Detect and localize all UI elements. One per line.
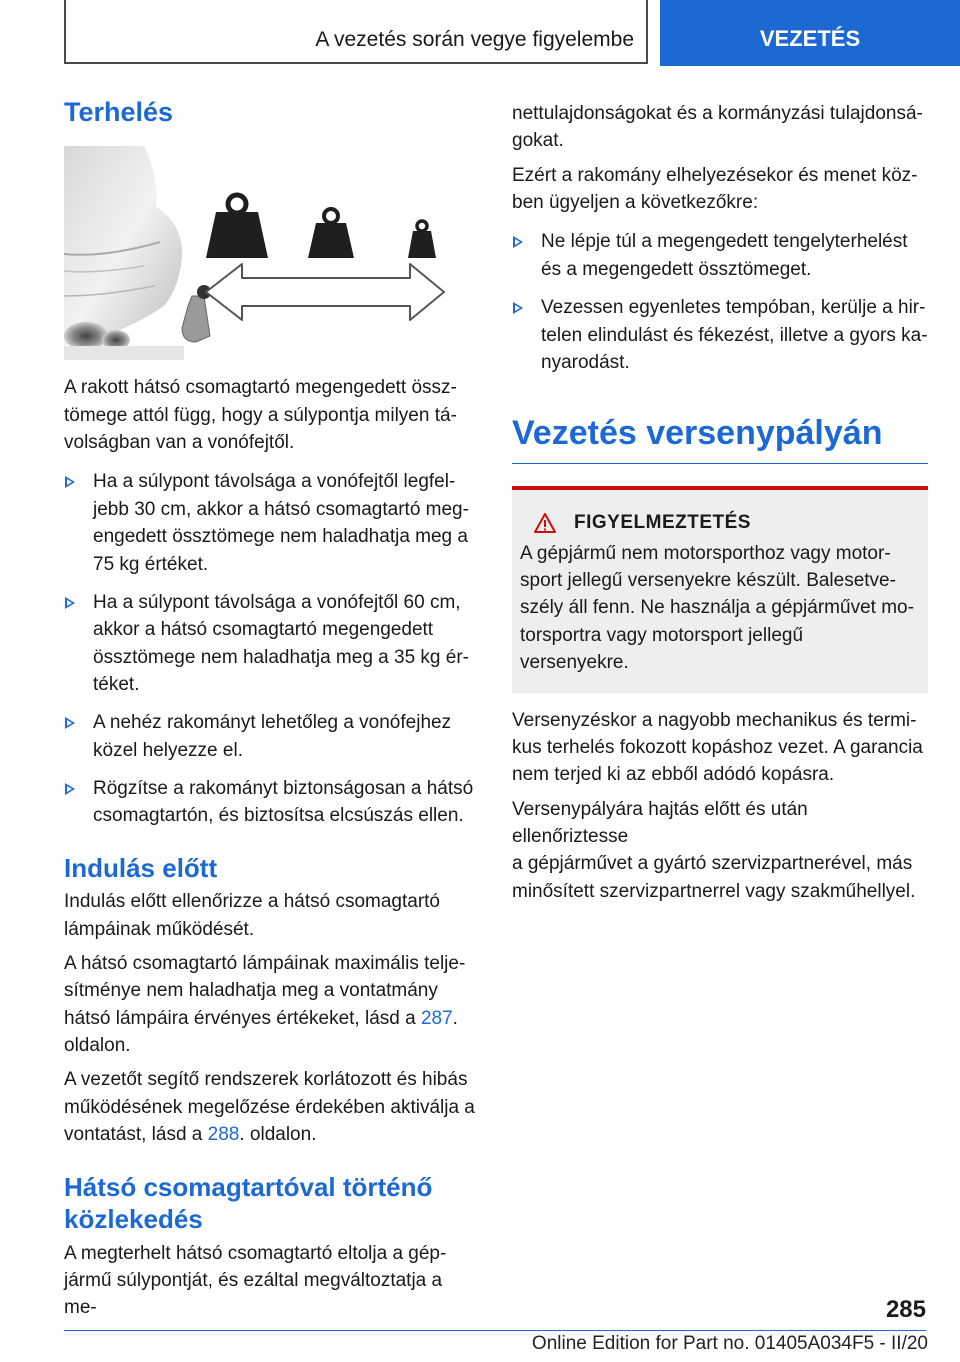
continued-paragraph-1: nettulajdonságokat és a kormányzási tulajdonsá- gokat. — [512, 103, 923, 152]
race-paragraph-1: Versenyzéskor a nagyobb mechanikus és termi- kus terhelés fokozott kopáshoz vezet. A garancia nem terjed ki az ebből adódó kopásra. — [512, 709, 923, 786]
list-item: Vezessen egyenletes tempóban, kerülje a hir- telen elindulást és fékezést, illetve a gyors ka- nyarodást. — [512, 294, 928, 376]
indulas-paragraph-3: A vezetőt segítő rendszerek korlátozott és hibás működésének megelőzése érdekében aktiválja a vontatást, lásd a 288. oldalon. — [64, 1069, 475, 1146]
list-item: Ha a súlypont távolsága a vonófejtől legfel- jebb 30 cm, akkor a hátsó csomagtartó meg- engedett össztömege nem haladhatja meg a 75 kg értéket. — [64, 468, 478, 577]
bullet-triangle-icon — [65, 783, 75, 795]
heading-kozlekedes: Hátsó csomagtartóval történő közlekedés — [64, 1171, 433, 1235]
kozlekedes-paragraph-1: A megterhelt hátsó csomagtartó eltolja a gép- jármű súlypontját, és ezáltal megváltoztatja a me- — [64, 1242, 447, 1319]
warning-title-row — [534, 512, 916, 534]
bullet-triangle-icon — [513, 236, 523, 248]
list-item: Rögzítse a rakományt biztonságosan a hátsó csomagtartón, és biztosítsa elcsúszás ellen. — [64, 775, 478, 830]
heading-vezetes-versenypalyan: Vezetés versenypályán — [512, 412, 928, 464]
footer-rule — [64, 1330, 926, 1331]
header-frame — [64, 0, 648, 64]
warning-triangle-icon — [534, 513, 556, 533]
heading-indulas-elott: Indulás előtt — [64, 852, 218, 883]
warning-box — [512, 486, 928, 693]
bullet-triangle-icon — [65, 597, 75, 609]
trailer-load-illustration — [64, 146, 478, 360]
terheles-caption: A rakott hátsó csomagtartó megengedett össz- tömege attól függ, hogy a súlypontja milyen tá- volságban van a vonófejtől. — [64, 377, 457, 454]
warning-title: FIGYELMEZTETÉS — [574, 511, 751, 533]
load-diagram-image — [64, 146, 478, 360]
footer-edition: Online Edition for Part no. 01405A034F5 - II/20 — [531, 1333, 928, 1354]
loading-bullet-list — [512, 228, 928, 376]
terheles-bullet-list — [64, 468, 478, 829]
left-column — [64, 96, 478, 1329]
list-item: Ne lépje túl a megengedett tengelyterhelést és a megengedett össztömeget. — [512, 228, 928, 283]
heading-terheles: Terhelés — [64, 97, 174, 127]
indulas-paragraph-1: Indulás előtt ellenőrizze a hátsó csomagtartó lámpáinak működését. — [64, 891, 440, 940]
page-number: 285 — [885, 1296, 926, 1323]
warning-text: A gépjármű nem motorsporthoz vagy motor- sport jellegű versenyekre készült. Balesetve- szély áll fenn. Ne használja a gépjárművet mo- torsportra vagy motorsport jellegű versenyekre. — [520, 542, 914, 674]
indulas-paragraph-2: A hátsó csomagtartó lámpáinak maximális telje- sítménye nem haladhatja meg a vontatmány hátsó lámpáira érvényes értékeket, lásd a 287. oldalon. — [64, 953, 466, 1057]
continued-paragraph-2: Ezért a rakomány elhelyezésekor és menet köz- ben ügyeljen a következőkre: — [512, 164, 918, 214]
page-link-287[interactable]: 287 — [420, 1007, 453, 1029]
bullet-triangle-icon — [65, 476, 75, 488]
page-link-288[interactable]: 288 — [207, 1124, 240, 1146]
race-paragraph-2: Versenypályára hajtás előtt és után ellenőriztesse a gépjárművet a gyártó szervizpartnerével, más minősített szervizpartnerrel vagy szakműhellyel. — [512, 798, 916, 902]
list-item: A nehéz rakományt lehetőleg a vonófejhez közel helyezze el. — [64, 709, 478, 764]
header-chapter-tab: VEZETÉS — [660, 0, 960, 66]
header-section-title: A vezetés során vegye figyelembe — [315, 28, 634, 51]
bullet-triangle-icon — [513, 302, 523, 314]
right-column — [512, 100, 928, 912]
list-item: Ha a súlypont távolsága a vonófejtől 60 cm, akkor a hátsó csomagtartó megengedett össztömege nem haladhatja meg a 35 kg ér- téket. — [64, 589, 478, 698]
bullet-triangle-icon — [65, 717, 75, 729]
